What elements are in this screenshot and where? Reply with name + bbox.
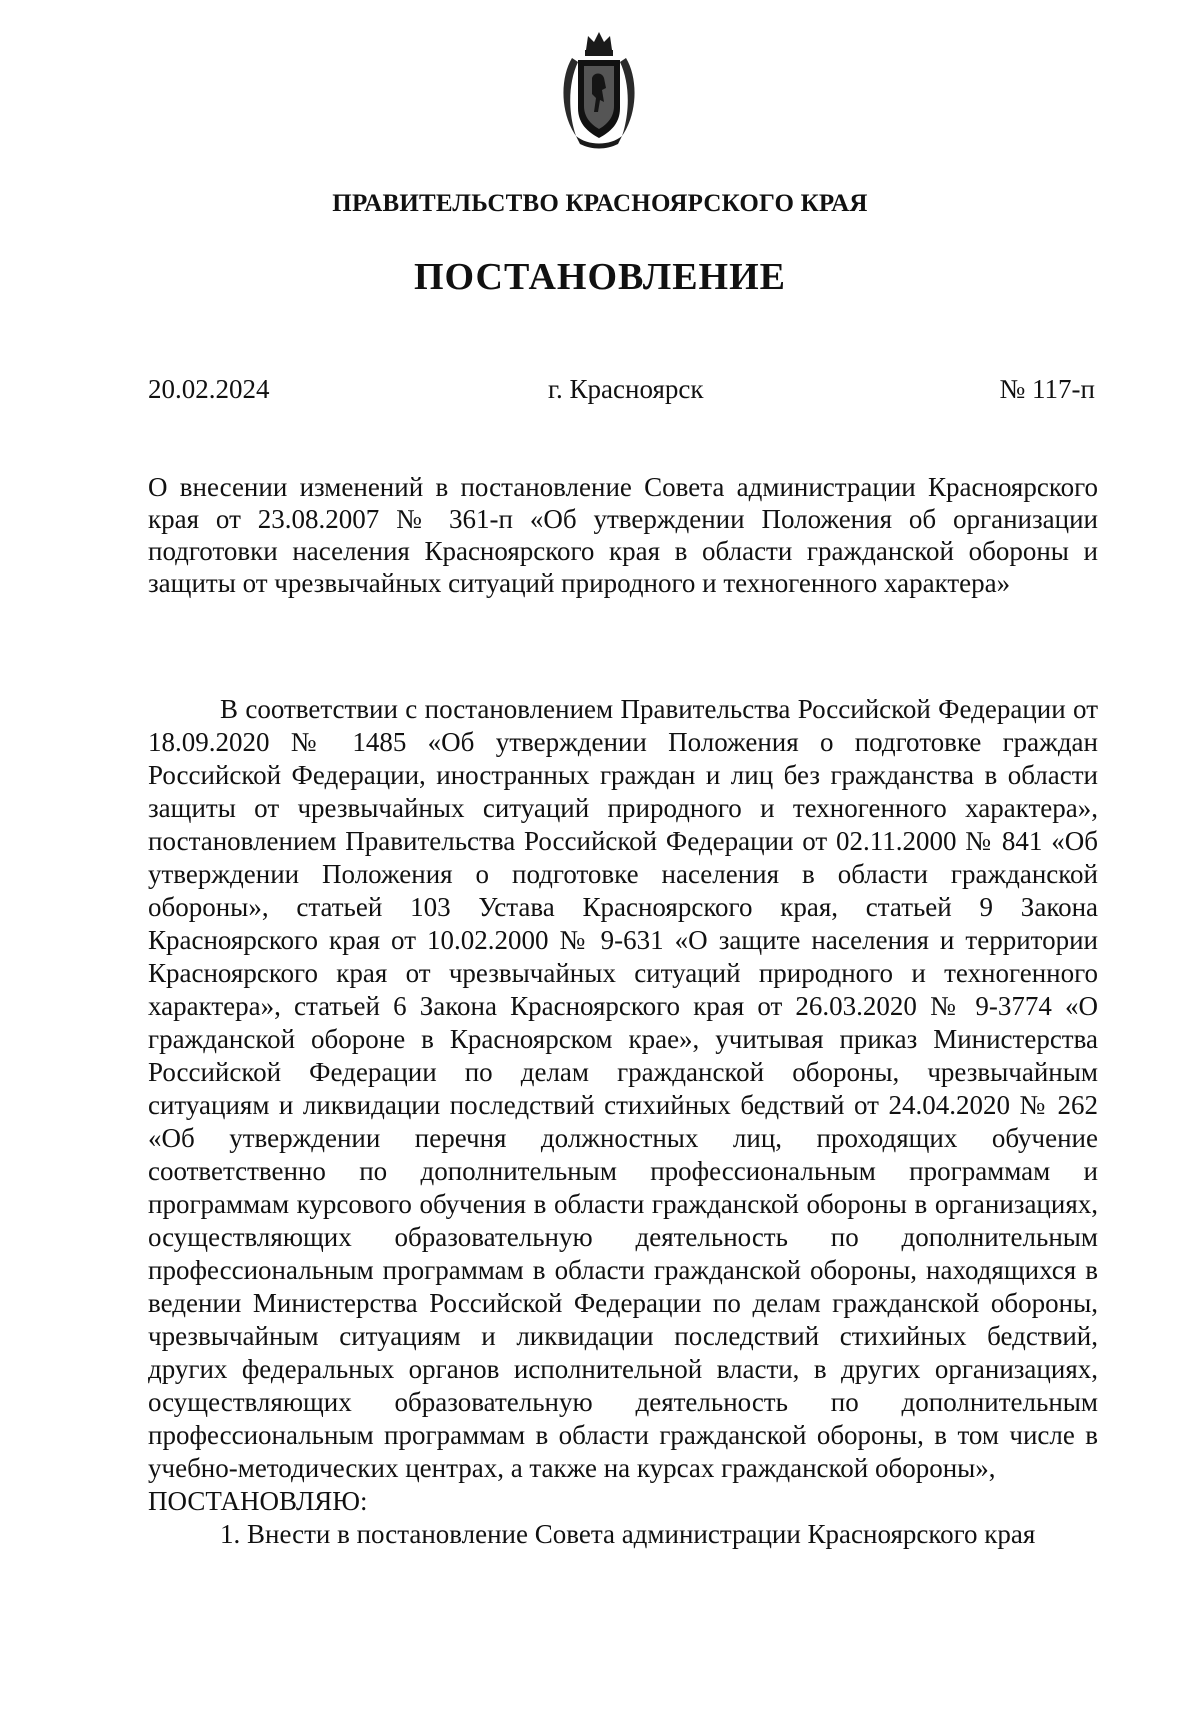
resolve-keyword: ПОСТАНОВЛЯЮ: [148,1486,368,1516]
preamble-paragraph: В соответствии с постановлением Правительства Российской Федерации от 18.09.2020 № 1485 «Об утверждении Положения о подготовке граждан Российской Федерации, иностранных граждан и лиц без гражданства в области защиты от чрезвычайных ситуаций природного и техногенного характера», постановлением Правительства Российской Федерации от 02.11.2000 № 841 «Об утверждении Положения о подготовке населения в области гражданской обороны», статьей 103 Устава Красноярского края, статьей 9 Закона Красноярского края от 10.02.2000 № 9-631 «О защите населения и территории Красноярского края от чрезвычайных ситуаций природного и техногенного характера», статьей 6 Закона Красноярского края от 26.03.2020 № 9-3774 «О гражданской обороне в Красноярском крае», учитывая приказ Министерства Российской Федерации по делам гражданской обороны, чрезвычайным ситуациям и ликвидации последствий стихийных бедствий от 24.04.2020 № 262 «Об утверждении перечня должностных лиц, проходящих обучение соответственно по дополнительным профессиональным программам и программам курсового обучения в области гражданской обороны в организациях, осуществляющих образовательную деятельность по дополнительным профессиональным программам в области гражданской обороны, находящихся в ведении Министерства Российской Федерации по делам гражданской обороны, чрезвычайным ситуациям и ликвидации последствий стихийных бедствий, других федеральных органов исполнительной власти, в других организациях, осуществляющих образовательную деятельность по дополнительным профессиональным программам в области гражданской обороны, в том числе в учебно-методических центрах, а также на курсах гражданской обороны», [148,694,1098,1483]
document-type-title: ПОСТАНОВЛЕНИЕ [413,256,787,298]
document-date: 20.02.2024 [148,374,270,404]
organization-title: ПРАВИТЕЛЬСТВО КРАСНОЯРСКОГО КРАЯ [332,190,868,217]
document-body [148,693,1098,1551]
document-subject: О внесении изменений в постановление Совета администрации Красноярского края от 23.08.2007 № 361-п «Об утверждении Положения об организации подготовки населения Красноярского края в области гражданской обороны и защиты от чрезвычайных ситуаций природного и техногенного характера» [148,472,1098,598]
coat-of-arms-icon [558,28,640,152]
document-city: г. Красноярск [548,374,704,404]
document-number: № 117-п [999,374,1095,404]
resolution-item-1: 1. Внести в постановление Совета администрации Красноярского края [220,1519,1036,1549]
